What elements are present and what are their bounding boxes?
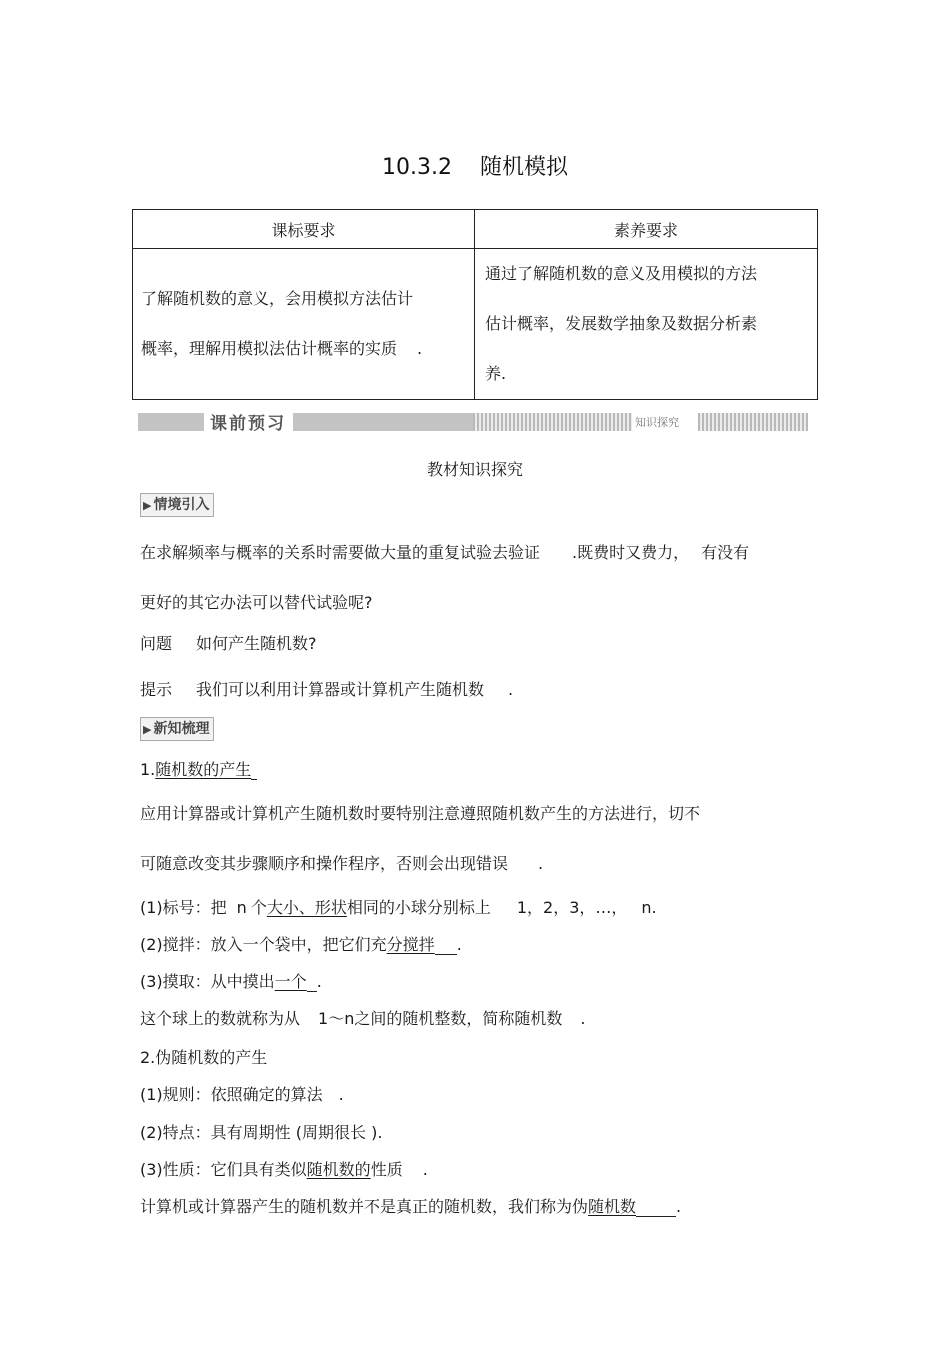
question-line: 问题 如何产生随机数? [140,634,317,653]
hint-line: 提示 我们可以利用计算器或计算机产生随机数 . [140,680,514,699]
table-header-right: 素养要求 [475,210,818,249]
section-title: 教材知识探究 [426,460,523,479]
banner-right-label: 知识探究 [632,414,682,430]
page-title [0,150,950,181]
s1-para-1: 应用计算器或计算机产生随机数时要特别注意遵照随机数产生的方法进行，切不 [140,804,701,823]
s1-item-3: (3)摸取：从中摸出一个 . [140,972,322,991]
table-cell-right [475,249,818,400]
intro-line-1: 在求解频率与概率的关系时需要做大量的重复试验去验证 .既费时又费力， 有没有 [140,543,750,562]
left-line-1: 了解随机数的意义，会用模拟方法估计 [141,289,414,308]
title-text: 随机模拟 [479,155,568,180]
s2-item-2: (2)特点：具有周期性 (周期很长 ). [140,1123,383,1142]
section-number: 10.3.2 [382,155,452,180]
requirements-table [132,209,818,400]
right-line-2: 估计概率，发展数学抽象及数据分析素 [485,314,758,333]
s2-heading: 2.伪随机数的产生 [140,1048,268,1067]
s2-item-1: (1)规则：依照确定的算法 . [140,1085,344,1104]
s2-para-1: 计算机或计算器产生的随机数并不是真正的随机数，我们称为伪随机数 . [140,1197,682,1216]
preview-banner [138,403,808,441]
intro-line-2: 更好的其它办法可以替代试验呢? [140,593,373,612]
triangle-icon: ▶ [143,723,152,736]
triangle-icon: ▶ [143,499,152,512]
right-line-1: 通过了解随机数的意义及用模拟的方法 [485,264,758,283]
left-line-2: 概率，理解用模拟法估计概率的实质 . [141,339,423,358]
table-header-left: 课标要求 [133,210,475,249]
tag-new-knowledge: ▶ 新知梳理 [140,717,214,741]
banner-label: 课前预习 [206,409,290,434]
s1-item-2: (2)搅拌：放入一个袋中，把它们充分搅拌 . [140,935,462,954]
s1-para-2: 可随意改变其步骤顺序和操作程序，否则会出现错误 . [140,854,544,873]
s1-item-1: (1)标号：把 n 个大小、形状相同的小球分别标上 1，2，3，…， n. [140,898,657,917]
s2-item-3: (3)性质：它们具有类似随机数的性质 . [140,1160,428,1179]
s1-para-3: 这个球上的数就称为从 1～n之间的随机整数，简称随机数 . [140,1009,586,1028]
right-line-3: 养. [485,364,507,383]
tag-intro: ▶ 情境引入 [140,493,214,517]
s1-heading: 1.随机数的产生 [140,757,257,780]
table-cell-left [133,249,475,400]
